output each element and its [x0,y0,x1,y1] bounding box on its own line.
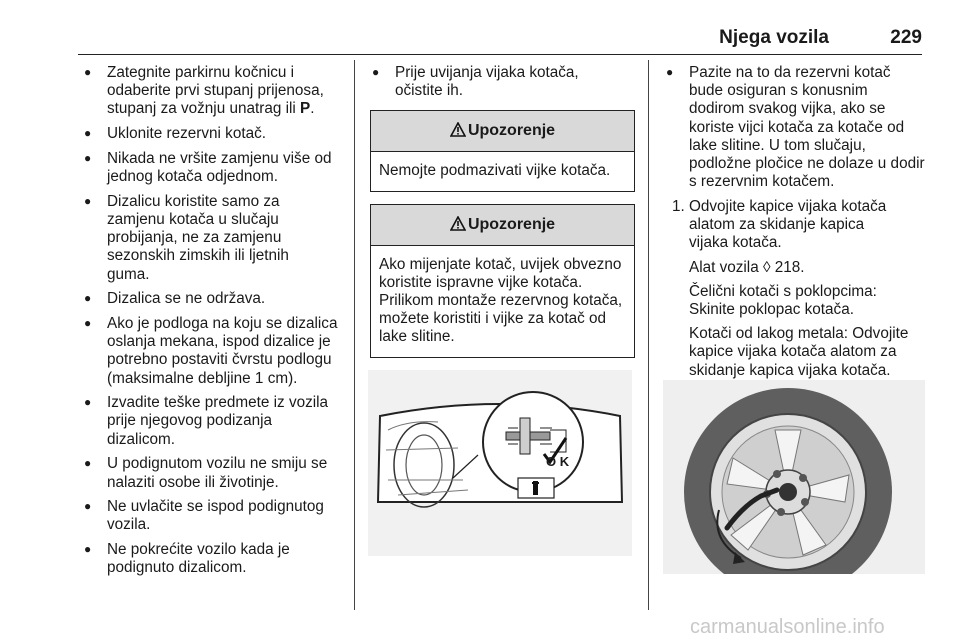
list-item: ● Ne pokrećite vozilo kada je podignuto dizalicom. [82,541,322,577]
list-item: ● Izvadite teške predmete iz vozila prije njegovog podizanja dizalicom. [82,394,344,449]
list-item: ● Zategnite parkirnu kočnicu i odaberite prvi stupanj prijenosa, stupanj za vožnju unatrag ili P. [82,64,344,119]
warning-title: Upozorenje [467,122,556,140]
column-middle [370,64,635,370]
watermark: carmanualsonline.info [690,616,885,638]
warning-header [371,111,634,152]
alloy-wheel-note: Kotači od lakog metala: Odvojite kapice vijaka kotača alatom za skidanje kapica vijaka kotača. [689,325,909,379]
alloy-wheel-illustration [663,380,925,574]
list-item: ● Pazite na to da rezervni kotač bude osiguran s konusnim dodirom svakog vijka, ako se koriste vijci kotača za kotače od lake slitine. U tom slučaju, podložne pločice ne dolaze u dodir s rezervnim kotačem. [664,64,927,191]
list-item: ● Ako je podloga na koju se dizalica oslanja mekana, ispod dizalice je potrebno postaviti čvrstu podlogu (maksimalne debljine 1 cm). [82,315,347,388]
warning-header [371,205,634,246]
list-item: ● Dizalica se ne održava. [82,290,344,308]
warning-triangle-icon [450,122,466,137]
list-item: ● Dizalicu koristite samo za zamjenu kotača u slučaju probijanja, ne za zamjenu sezonskih zimskih ili ljetnih guma. [82,193,322,284]
section-title: Njega vozila [719,27,829,48]
page-number: 229 [890,27,922,48]
page-header [78,24,922,55]
warning-triangle-icon [450,216,466,231]
warning-title: Upozorenje [467,215,556,233]
column-left [82,64,344,584]
list-item: ● U podignutom vozilu ne smiju se nalaziti osobe ili životinje. [82,455,344,491]
column-right [664,64,934,386]
list-item: ● Prije uvijanja vijaka kotača, očistite ih. [370,64,610,100]
warning-text: Ako mijenjate kotač, uvijek obvezno koristite ispravne vijke kotača. Prilikom montaže rezervnog kotača, možete koristiti i vijke za kotač od lake slitine. [379,255,623,346]
ok-label: O K [546,454,570,469]
warning-text: Nemojte podmazivati vijke kotača. [379,162,611,180]
wheel-bolt-illustration [368,370,632,556]
warning-box [370,110,635,191]
page-ref-arrow-icon: ◊ [762,258,771,276]
list-item: ● Uklonite rezervni kotač. [82,125,344,143]
steel-wheel-note: Čelični kotači s poklopcima: Skinite poklopac kotača. [689,282,877,318]
column-divider [354,60,355,610]
step-text: Odvojite kapice vijaka kotača alatom za skidanje kapica vijaka kotača. [689,197,887,252]
list-item: ● Nikada ne vršite zamjenu više od jednog kotača odjednom. [82,150,344,186]
warning-box [370,204,635,358]
step-item [664,198,904,253]
step-number: 1. [672,197,685,215]
tool-reference: Alat vozila ◊ 218. [689,258,805,276]
column-divider [648,60,649,610]
list-item: ● Ne uvlačite se ispod podignutog vozila. [82,498,344,534]
